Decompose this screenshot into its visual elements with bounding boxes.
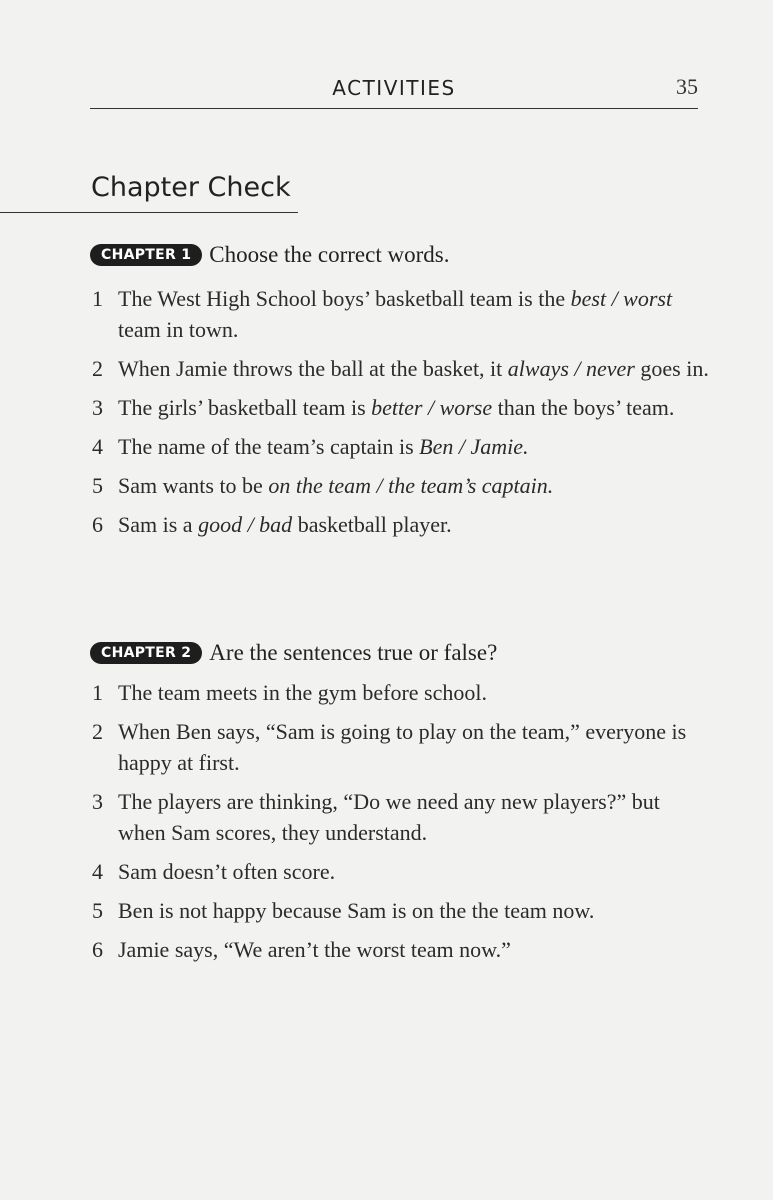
chapter-1-item: [90, 353, 710, 384]
item-number: 3: [92, 395, 103, 420]
item-text: Sam is a good / bad basketball player.: [118, 512, 452, 537]
chapter-2-section: [90, 638, 710, 965]
chapter-1-item: [90, 470, 710, 501]
item-text: When Jamie throws the ball at the basket, it always / never goes in.: [118, 356, 709, 381]
running-title: ACTIVITIES: [332, 76, 456, 100]
chapter-1-list: [90, 283, 710, 540]
chapter-2-badge: CHAPTER 2: [90, 642, 202, 664]
chapter-1-item: [90, 431, 710, 462]
item-number: 4: [92, 859, 103, 884]
chapter-2-item: [90, 716, 710, 778]
item-number: 5: [92, 473, 103, 498]
item-text: The name of the team’s captain is Ben / Jamie.: [118, 434, 529, 459]
item-text: Ben is not happy because Sam is on the the team now.: [118, 898, 595, 923]
item-number: 5: [92, 898, 103, 923]
chapter-2-item: [90, 677, 710, 708]
item-text: Sam wants to be on the team / the team’s captain.: [118, 473, 554, 498]
chapter-2-item: [90, 786, 710, 848]
chapter-1-item: [90, 392, 710, 423]
item-number: 2: [92, 719, 103, 744]
chapter-2-item: [90, 856, 710, 887]
chapter-1-section: [90, 240, 710, 540]
chapter-1-item: [90, 283, 710, 345]
section-title: Chapter Check: [91, 172, 291, 203]
item-text: The players are thinking, “Do we need any new players?” but when Sam scores, they understand.: [118, 789, 660, 845]
item-number: 2: [92, 356, 103, 381]
item-number: 6: [92, 937, 103, 962]
chapter-2-list: [90, 677, 710, 965]
item-number: 6: [92, 512, 103, 537]
item-number: 1: [92, 680, 103, 705]
chapter-1-instruction: Choose the correct words.: [209, 242, 450, 267]
chapter-2-instruction: Are the sentences true or false?: [209, 640, 498, 665]
chapter-1-item: [90, 509, 710, 540]
chapter-2-item: [90, 934, 710, 965]
item-text: Sam doesn’t often score.: [118, 859, 336, 884]
chapter-2-header: [90, 638, 710, 668]
item-text: The West High School boys’ basketball team is the best / worst team in town.: [118, 286, 673, 342]
item-text: The girls’ basketball team is better / worse than the boys’ team.: [118, 395, 675, 420]
chapter-2-item: [90, 895, 710, 926]
item-text: Jamie says, “We aren’t the worst team now.”: [118, 937, 511, 962]
chapter-1-badge: CHAPTER 1: [90, 244, 202, 266]
running-head: [90, 74, 698, 109]
item-number: 1: [92, 286, 103, 311]
item-number: 4: [92, 434, 103, 459]
page-number: 35: [676, 74, 698, 99]
item-number: 3: [92, 789, 103, 814]
chapter-check-heading: [0, 168, 298, 213]
item-text: The team meets in the gym before school.: [118, 680, 487, 705]
item-text: When Ben says, “Sam is going to play on the team,” everyone is happy at first.: [118, 719, 687, 775]
chapter-1-header: [90, 240, 710, 270]
